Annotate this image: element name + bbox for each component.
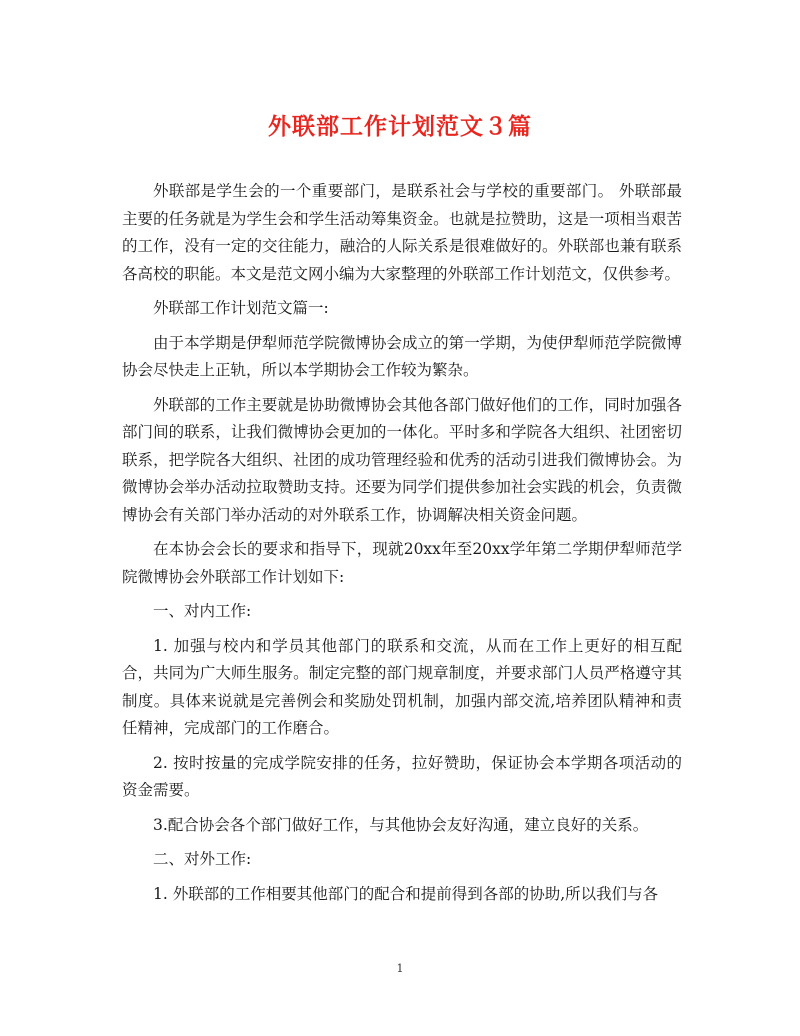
paragraph-plan-intro: 在本协会会长的要求和指导下，现就20xx年至20xx学年第二学期伊犁师范学院微博协会外联部工作计划如下:	[122, 540, 682, 586]
paragraph-main-duties: 外联部的工作主要就是协助微博协会其他各部门做好他们的工作，同时加强各部门间的联系，让我们微博协会更加的一体化。平时多和学院各大组织、社团密切联系，把学院各大组织、社团的成功管理经验和优秀的活动引进我们微博协会。为微博协会举办活动拉取赞助支持。还要为同学们提供参加社会实践的机会，负责微博协会有关部门举办活动的对外联系工作，协调解决相关资金问题。	[122, 395, 682, 524]
paragraph-internal-item-2: 2. 按时按量的完成学院安排的任务，拉好赞助，保证协会本学期各项活动的资金需要。	[122, 753, 682, 799]
paragraph-external-item-1: 1. 外联部的工作相要其他部门的配合和提前得到各部的协助,所以我们与各	[153, 884, 659, 903]
paragraph-background: 由于本学期是伊犁师范学院微博协会成立的第一学期，为使伊犁师范学院微博协会尽快走上正轨，所以本学期协会工作较为繁杂。	[122, 333, 682, 379]
paragraph-internal-item-1: 1. 加强与校内和学员其他部门的联系和交流，从而在工作上更好的相互配合，共同为广大师生服务。制定完整的部门规章制度，并要求部门人员严格遵守其制度。具体来说就是完善例会和奖励处罚机制，加强内部交流,培养团队精神和责任精神，完成部门的工作磨合。	[122, 636, 682, 737]
paragraph-intro: 外联部是学生会的一个重要部门，是联系社会与学校的重要部门。 外联部最主要的任务就是为学生会和学生活动筹集资金。也就是拉赞助，这是一项相当艰苦的工作，没有一定的交往能力，融洽的人际关系是很难做好的。外联部也兼有联系各高校的职能。本文是范文网小编为大家整理的外联部工作计划范文，仅供参考。	[122, 182, 682, 283]
paragraph-internal-heading: 一、对内工作:	[153, 602, 252, 620]
page-number: 1	[396, 962, 404, 975]
paragraph-section-heading: 外联部工作计划范文篇一:	[153, 299, 329, 317]
document-title: 外联部工作计划范文３篇	[268, 113, 532, 140]
paragraph-external-heading: 二、对外工作:	[153, 850, 252, 868]
document-body	[122, 178, 682, 915]
paragraph-internal-item-3: 3.配合协会各个部门做好工作，与其他协会友好沟通，建立良好的关系。	[153, 815, 649, 834]
